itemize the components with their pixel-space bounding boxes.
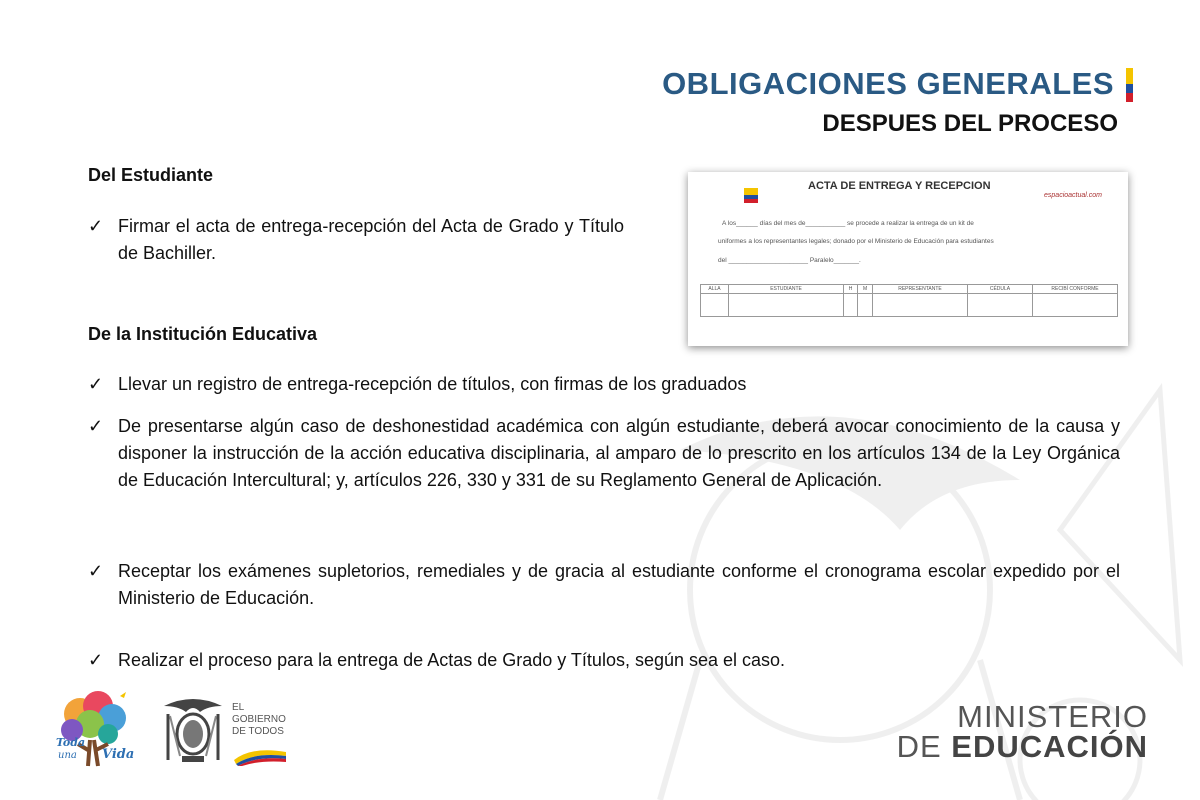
acta-line-3: del ______________________ Paralelo_______. xyxy=(718,257,861,264)
list-item xyxy=(88,558,1120,612)
page-title: OBLIGACIONES GENERALES xyxy=(662,66,1114,101)
check-icon: ✓ xyxy=(88,561,104,581)
logo-word-toda: Toda xyxy=(56,736,86,749)
acta-title: ACTA DE ENTREGA Y RECEPCION xyxy=(808,180,991,192)
ministerio-logo-line2 xyxy=(897,729,1148,765)
gobierno-de-todos-text xyxy=(232,702,286,738)
list-item-text: Receptar los exámenes supletorios, remediales y de gracia al estudiante conforme el cronograma escolar expedido por el Ministerio de Educación. xyxy=(118,561,1120,608)
acta-col: ALLA xyxy=(701,285,729,294)
acta-col: CÉDULA xyxy=(968,285,1033,294)
acta-col: M xyxy=(858,285,873,294)
page-subtitle: DESPUES DEL PROCESO xyxy=(822,110,1118,137)
acta-document-image xyxy=(688,172,1128,346)
check-icon: ✓ xyxy=(88,416,104,436)
check-icon: ✓ xyxy=(88,216,104,236)
ecuador-flag-icon xyxy=(740,186,762,208)
list-item-text: Realizar el proceso para la entrega de Actas de Grado y Títulos, según sea el caso. xyxy=(118,650,786,670)
ministerio-logo-line1: MINISTERIO xyxy=(957,699,1148,734)
acta-line-1: A los______ días del mes de___________ se procede a realizar la entrega de un kit de xyxy=(722,220,974,227)
acta-col: RECIBÍ CONFORME xyxy=(1033,285,1118,294)
list-item-text: Llevar un registro de entrega-recepción de títulos, con firmas de los graduados xyxy=(118,374,747,394)
check-icon: ✓ xyxy=(88,650,104,670)
acta-site: espacioactual.com xyxy=(1044,192,1102,199)
logo-word-vida: Vida xyxy=(102,747,135,762)
gobierno-line: EL xyxy=(232,702,245,713)
ecuador-coat-of-arms-icon xyxy=(160,696,226,766)
acta-col: REPRESENTANTE xyxy=(873,285,968,294)
gobierno-line: GOBIERNO xyxy=(232,714,286,725)
gobierno-flag-swoosh-icon xyxy=(232,744,288,766)
list-item-text: Firmar el acta de entrega-recepción del Acta de Grado y Título de Bachiller. xyxy=(118,216,624,263)
list-item-text: De presentarse algún caso de deshonestidad académica con algún estudiante, deberá avocar conocimiento de la causa y disponer la instrucción de la acción educativa disciplinaria, al amparo de lo prescrito en los artículos 134 de la Ley Orgánica de Educación Intercultural; y, artículos 226, 330 y 331 de su Reglamento General de Aplicación. xyxy=(118,416,1120,490)
acta-line-2: uniformes a los representantes legales; donado por el Ministerio de Educación para estudiantes xyxy=(718,238,994,245)
list-item xyxy=(88,371,1120,398)
gobierno-line: DE TODOS xyxy=(232,726,284,737)
ministerio-educacion: EDUCACIÓN xyxy=(951,729,1148,764)
flag-accent-bar xyxy=(1126,68,1133,102)
acta-table xyxy=(700,284,1118,317)
ministerio-de: DE xyxy=(896,729,942,764)
logo-word-una: una xyxy=(58,750,77,761)
toda-una-vida-logo xyxy=(50,688,140,772)
list-item xyxy=(88,413,1120,494)
acta-col: ESTUDIANTE xyxy=(729,285,844,294)
list-item xyxy=(88,213,624,267)
section-heading-institucion: De la Institución Educativa xyxy=(88,324,318,344)
check-icon: ✓ xyxy=(88,374,104,394)
acta-col: H xyxy=(844,285,858,294)
section-heading-estudiante: Del Estudiante xyxy=(88,165,214,185)
list-item xyxy=(88,647,1120,674)
